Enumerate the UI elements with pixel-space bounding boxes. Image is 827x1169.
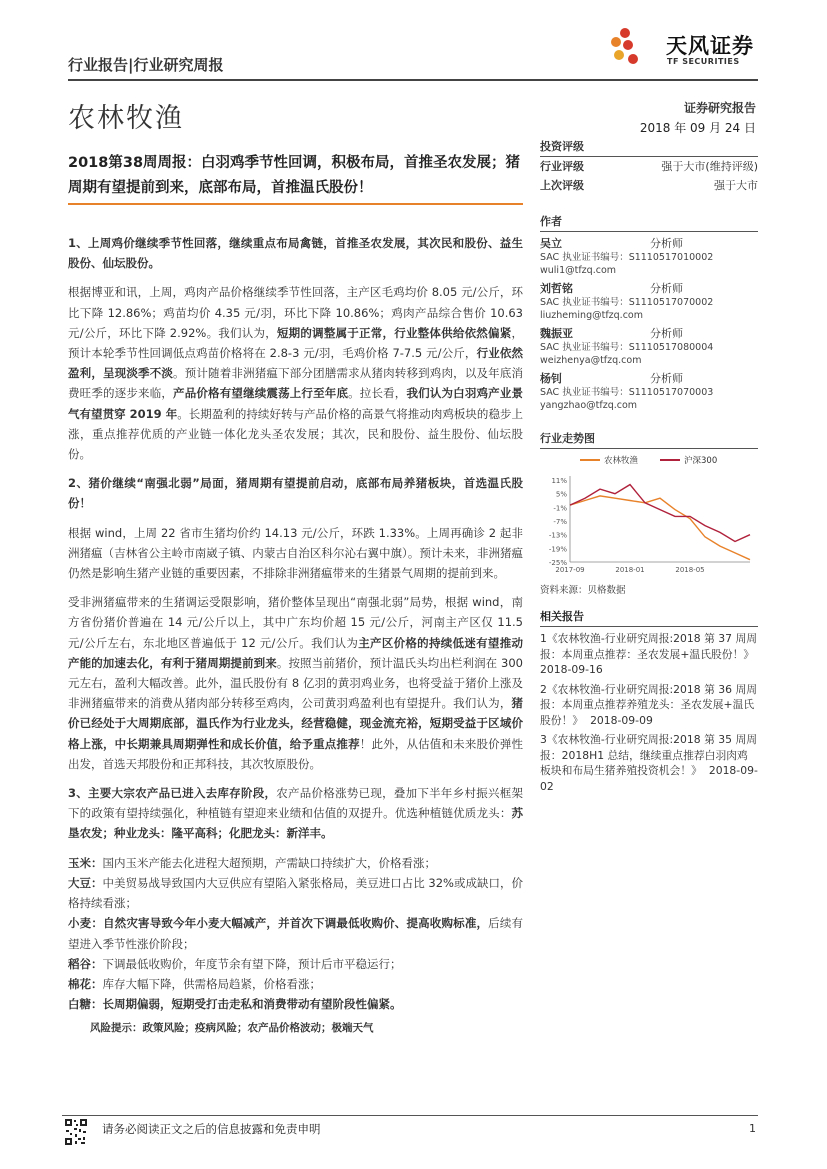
- text: 根据博亚和讯，上周，鸡肉产品价格继续季节性回落，主产区毛鸡均价 8.05 元/公斤，环比下降 12.86%；鸡苗均价 4.35 元/羽，环比下降 10.86%；鸡肉产品综合售价 10.63 元/公斤，环比下降 2.92%。我们认为，: [68, 285, 523, 340]
- related-report-date: 2018-09-09: [590, 713, 653, 727]
- section-3: [68, 783, 523, 844]
- analyst-role: 分析师: [650, 282, 683, 295]
- analyst-role: 分析师: [650, 237, 683, 250]
- trend-heading-wrap: [540, 430, 758, 449]
- rating-heading: 投资评级: [540, 138, 758, 157]
- analyst-sac: SAC 执业证书编号：S1110517070002: [540, 297, 714, 308]
- analyst-sac: SAC 执业证书编号：S1110517010002: [540, 252, 714, 263]
- label: 小麦：: [68, 916, 104, 931]
- related-report-title: 2《农林牧渔-行业研究周报:2018 第 36 周周报：本周重点推荐养殖龙头：圣农发展+温氏股份！》: [540, 682, 758, 727]
- series-line: [570, 485, 750, 542]
- analyst-sac: SAC 执业证书编号：S1110517070003: [540, 387, 714, 398]
- analyst-entry: [540, 236, 758, 277]
- rating-panel: [540, 138, 758, 195]
- series-line: [570, 496, 750, 560]
- text-bold: 短期的调整属于正常，行业整体供给依然偏紧: [276, 325, 512, 340]
- related-report-item[interactable]: [540, 732, 758, 794]
- section-2-heading: 2、猪价继续“南强北弱”局面，猪周期有望提前启动，底部布局养猪板块，首选温氏股份！: [68, 476, 523, 511]
- y-tick-label: -25%: [548, 559, 567, 567]
- y-tick-label: -19%: [548, 545, 567, 554]
- related-list: [540, 631, 758, 794]
- paragraph-3: [68, 592, 523, 774]
- text: 农产品价格涨势已现，叠加下半年乡村振兴框架下的政策有望持续强化，种植链有望迎来业绩和估值的双提升。优选种植链优质龙头：: [68, 786, 524, 821]
- disclaimer-note: 请务必阅读正文之后的信息披露和免责申明: [102, 1122, 321, 1136]
- text-bold: 行业依然盈利，呈现淡季不淡: [68, 346, 523, 381]
- text-bold: 苏垦农发；种业龙头：隆平高科；化肥龙头：新洋丰。: [68, 806, 523, 841]
- analyst-email[interactable]: liuzheming@tfzq.com: [540, 310, 643, 321]
- x-tick-label: 2017-09: [555, 566, 585, 574]
- analyst-name: 刘哲铭: [540, 282, 573, 295]
- risk-warning: 风险提示：政策风险；疫病风险；农产品价格波动；极端天气: [90, 1022, 374, 1035]
- text-bold: 产品价格有望继续震荡上行至年底: [173, 386, 349, 401]
- analyst-email[interactable]: yangzhao@tfzq.com: [540, 400, 638, 411]
- related-heading: 相关报告: [540, 608, 758, 627]
- y-tick-label: -7%: [553, 518, 567, 526]
- text: ！此外，从估值和未来股价弹性出发，首选天邦股份和正邦科技，其次牧原股份。: [68, 736, 524, 771]
- tf-logo-icon: [607, 27, 657, 67]
- label: 稻谷：: [68, 956, 103, 971]
- analyst-name: 魏振亚: [540, 327, 573, 340]
- list-item-sugar: [68, 994, 523, 1014]
- label: 棉花：: [68, 976, 103, 991]
- section-3-heading: 3、主要大宗农产品已进入去库存阶段，: [68, 786, 277, 801]
- related-report-item[interactable]: [540, 682, 758, 729]
- text-bold: 长周期偏弱，短期受打击走私和消费带动有望阶段性偏紧。: [102, 997, 402, 1012]
- label: 大豆：: [68, 875, 103, 890]
- related-report-title: 1《农林牧渔-行业研究周报:2018 第 37 周周报：本周重点推荐：圣农发展+温氏股份！》: [540, 632, 758, 661]
- analyst-role: 分析师: [650, 372, 683, 385]
- list-item-wheat: [68, 913, 523, 953]
- industry-trend-chart: [540, 452, 758, 582]
- y-tick-label: 11%: [551, 477, 567, 485]
- list-item-corn: [68, 853, 523, 873]
- analyst-email[interactable]: wuli1@tfzq.com: [540, 265, 617, 276]
- text: 。按照当前猪价，预计温氏头均出栏利润在 300 元左右，盈利大幅改善。此外，温氏股份有 8 亿羽的黄羽鸡业务，也将受益于猪价上涨及非洲猪瘟带来的消费从猪肉部分转移至鸡肉，公司黄羽鸡盈利也有望提升。我们认为，: [68, 655, 523, 711]
- text-bold: 主产区价格的持续低迷有望推动产能的加速去化，有利于猪周期提前到来: [68, 635, 523, 670]
- analyst-name-row: [540, 281, 758, 296]
- label: 行业评级: [540, 160, 584, 173]
- paragraph-2: 根据 wind，上周 22 省市生猪均价约 14.13 元/公斤，环跌 1.33%。上周再确诊 2 起非洲猪瘟（吉林省公主岭市南崴子镇、内蒙古自治区科尔沁右翼中旗）。预计未来，非洲猪瘟仍然是影响生猪产业链的重要因素，不排除非洲猪瘟带来的生猪景气周期的提前到来。: [68, 525, 523, 581]
- related-report-date: 2018-09-16: [540, 663, 603, 676]
- analyst-name-row: [540, 326, 758, 341]
- industry-rating: [540, 157, 758, 176]
- header-divider: [68, 79, 758, 81]
- report-title: 2018第38周周报：白羽鸡季节性回调，积极布局，首推圣农发展；猪周期有望提前到来，底部布局，首推温氏股份！: [68, 155, 521, 196]
- analyst-entry: [540, 326, 758, 367]
- list-item-soy: [68, 873, 523, 913]
- sector-title: 农林牧渔: [68, 103, 184, 134]
- report-type: 证券研究报告: [683, 101, 756, 115]
- qr-code-icon: [64, 1118, 88, 1146]
- trend-heading: 行业走势图: [540, 430, 758, 449]
- author-panel: [540, 213, 758, 412]
- text: 中美贸易战导致国内大豆供应有望陷入紧张格局，美豆进口占比 32%或成缺口，价格持续看涨；: [68, 875, 524, 911]
- x-tick-label: 2018-01: [615, 566, 645, 574]
- chart-source: 资料来源：贝格数据: [540, 585, 626, 596]
- footer-divider: [62, 1115, 758, 1116]
- analyst-role: 分析师: [650, 327, 683, 340]
- report-category: 行业报告|行业研究周报: [68, 56, 224, 74]
- x-tick-label: 2018-05: [675, 566, 705, 574]
- text: 下调最低收购价，年度节余有望下降，预计后市平稳运行；: [102, 956, 402, 971]
- title-divider: [68, 203, 523, 205]
- text: 后续有望进入季节性涨价阶段；: [68, 916, 524, 951]
- legend-label: 农林牧渔: [604, 456, 639, 466]
- label: 玉米：: [68, 855, 103, 870]
- related-reports: [540, 608, 758, 794]
- related-report-title: 3《农林牧渔-行业研究周报:2018 第 35 周周报：2018H1 总结，继续重点推荐白羽肉鸡板块和布局生猪养殖投资机会！》: [540, 733, 758, 777]
- section-1-heading: 1、上周鸡价继续季节性回落，继续重点布局禽链，首推圣农发展，其次民和股份、益生股份、仙坛股份。: [68, 236, 523, 271]
- analyst-name: 杨钊: [540, 372, 562, 385]
- analyst-name: 吴立: [540, 237, 562, 250]
- y-tick-label: 5%: [555, 490, 567, 499]
- text: 。预计随着非洲猪瘟下部分团膳需求从猪肉转移到鸡肉，以及年底消费旺季的逐步来临，: [68, 366, 524, 401]
- y-tick-label: -13%: [548, 531, 567, 540]
- page-number: 1: [749, 1122, 756, 1135]
- paragraph-1: [68, 282, 523, 464]
- text-bold: 猪价已经处于大周期底部，温氏作为行业龙头，经营稳健，现金流充裕，短期受益于区域价格上涨，中长期兼具周期弹性和成长价值，给予重点推荐: [68, 696, 523, 751]
- text: ，预计本轮季节性回调低点鸡苗价格将在 2.8-3 元/羽，毛鸡价格 7-7.5 元/公斤，: [68, 325, 523, 361]
- report-date: 2018 年 09 月 24 日: [639, 121, 756, 135]
- author-heading: 作者: [540, 213, 758, 232]
- analyst-entry: [540, 281, 758, 322]
- related-report-date: 2018-09-02: [540, 764, 758, 793]
- legend-label: 沪深300: [684, 456, 718, 466]
- text: 受非洲猪瘟带来的生猪调运受限影响，猪价整体呈现出“南强北弱”局势，根据 wind，南方省份猪价普遍在 14 元/公斤以上，其中广东均价超 15 元/公斤，河南主产区仅 11.5 元/公斤左右，东北地区普遍低于 12 元/公斤。我们认为: [68, 595, 523, 650]
- text: 。拉长看，: [348, 386, 407, 401]
- related-report-item[interactable]: [540, 631, 758, 678]
- value: 强于大市: [714, 179, 758, 192]
- analyst-list: [540, 236, 758, 412]
- main-body: [68, 233, 523, 1048]
- analyst-sac: SAC 执业证书编号：S1110517080004: [540, 342, 714, 353]
- y-tick-label: -1%: [553, 504, 567, 513]
- value: 强于大市(维持评级): [661, 160, 758, 173]
- text-bold: 我们认为白羽鸡产业景气有望贯穿 2019 年: [68, 386, 524, 421]
- text: 。长期盈利的持续好转与产品价格的高景气将推动肉鸡板块的稳步上涨，重点推荐优质的产业链一体化龙头圣农发展；其次，民和股份、益生股份、仙坛股份。: [68, 406, 524, 462]
- analyst-name-row: [540, 236, 758, 251]
- list-item-rice: [68, 954, 523, 974]
- logo-subtext: TF SECURITIES: [667, 57, 740, 66]
- logo-text: 天风证券: [666, 34, 754, 58]
- analyst-email[interactable]: weizhenya@tfzq.com: [540, 355, 642, 366]
- analyst-entry: [540, 371, 758, 412]
- label: 白糖：: [68, 997, 103, 1012]
- text: 库存大幅下降，供需格局趋紧，价格看涨；: [102, 976, 321, 991]
- last-rating: [540, 176, 758, 195]
- text-bold: 自然灾害导致今年小麦大幅减产，并首次下调最低收购价、提高收购标准，: [103, 916, 489, 931]
- text: 国内玉米产能去化进程大超预期，产需缺口持续扩大，价格看涨；: [102, 855, 436, 870]
- analyst-name-row: [540, 371, 758, 386]
- label: 上次评级: [540, 179, 584, 192]
- list-item-cotton: [68, 974, 523, 994]
